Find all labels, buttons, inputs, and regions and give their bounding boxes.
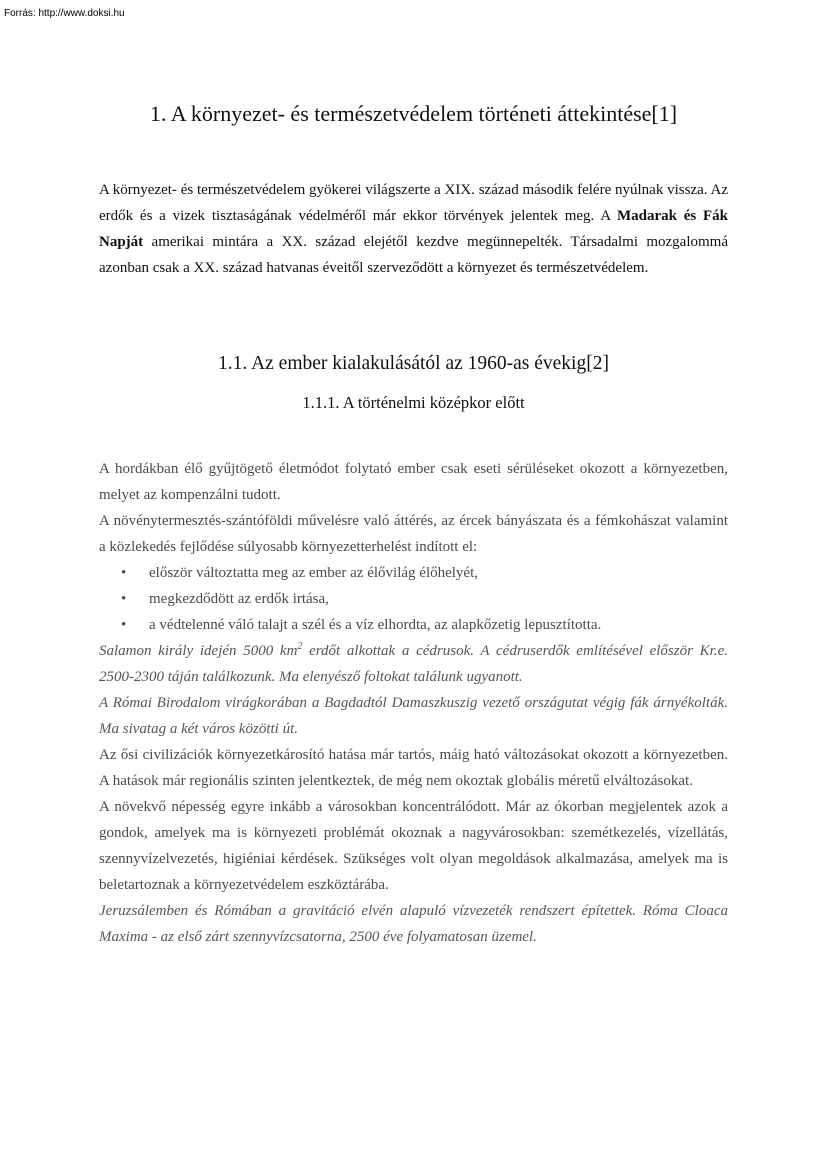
- list-item: [99, 560, 728, 586]
- intro-paragraph: [99, 177, 728, 281]
- paragraph-3: Az ősi civilizációk környezetkárosító hatása már tartós, máig ható változásokat okozott a környezetben. A hatások már regionális szinten jelentkeztek, de még nem okoztak globális méretű elváltozásokat.: [99, 747, 728, 789]
- bullet-list: [99, 560, 728, 638]
- italic-note-2: A Római Birodalom virágkorában a Bagdadtól Damaszkuszig vezető országutat végig fák árnyékolták. Ma sivatag a két város közötti út.: [99, 695, 728, 737]
- italic-note-3: Jeruzsálemben és Rómában a gravitáció elvén alapuló vízvezeték rendszert építettek. Róma Cloaca Maxima - az első zárt szennyvízcsatorna, 2500 éve folyamatosan üzemel.: [99, 903, 728, 945]
- section-title: 1.1. Az ember kialakulásától az 1960-as évekig[2]: [218, 353, 609, 374]
- paragraph-2: A növénytermesztés-szántóföldi művelésre való áttérés, az ércek bányászata és a fémkohászat valamint a közlekedés fejlődése súlyosabb környezetterhelést indított el:: [99, 513, 728, 555]
- bullet-icon: •: [121, 565, 127, 581]
- body-content: [99, 456, 728, 950]
- list-item: [99, 586, 728, 612]
- list-item-text: a védtelenné váló talajt a szél és a víz elhordta, az alapkőzetig lepusztította.: [149, 617, 602, 633]
- superscript: 2: [297, 641, 303, 652]
- intro-bold-text: Madarak és Fák Napját: [99, 208, 729, 250]
- list-item: [99, 612, 728, 638]
- intro-text-2: amerikai mintára a XX. század elejétől kezdve megünnepelték. Társadalmi mozgalommá azonban csak a XX. század hatvanas éveitől szerveződött a környezet és természetvédelem.: [99, 234, 728, 276]
- paragraph-4: A növekvő népesség egyre inkább a városokban koncentrálódott. Már az ókorban megjelentek azok a gondok, amelyek ma is környezeti problémát okoznak a nagyvárosokban: szemétkezelés, vízellátás, szennyvízelvezetés, higiéniai kérdések. Szükséges volt olyan megoldások alkalmazása, amelyek ma is beletartoznak a környezetvédelem eszköztárába.: [99, 799, 728, 893]
- source-label: Forrás: http://www.doksi.hu: [4, 8, 125, 19]
- italic-note-1-text-b: erdőt alkottak a cédrusok. A cédruserdők említésével először Kr.e. 2500-2300 táján találkozunk. Ma elenyésző foltokat találunk ugyanott.: [99, 643, 728, 685]
- paragraph-1: A hordákban élő gyűjtögető életmódot folytató ember csak eseti sérüléseket okozott a környezetben, melyet az kompenzálni tudott.: [99, 461, 728, 503]
- bullet-icon: •: [121, 591, 127, 607]
- bullet-icon: •: [121, 617, 127, 633]
- italic-note-1: [99, 638, 728, 690]
- italic-note-1-text-a: Salamon király idején 5000 km: [99, 643, 298, 659]
- list-item-text: először változtatta meg az ember az élővilág élőhelyét,: [149, 565, 479, 581]
- intro-text-1: A környezet- és természetvédelem gyökerei világszerte a XIX. század második felére nyúlnak vissza. Az erdők és a vizek tisztaságának védelméről már ekkor törvények jelentek meg. A: [99, 182, 728, 224]
- list-item-text: megkezdődött az erdők irtása,: [149, 591, 329, 607]
- page-title: 1. A környezet- és természetvédelem történeti áttekintése[1]: [149, 101, 678, 126]
- subsection-title: 1.1.1. A történelmi középkor előtt: [302, 393, 525, 412]
